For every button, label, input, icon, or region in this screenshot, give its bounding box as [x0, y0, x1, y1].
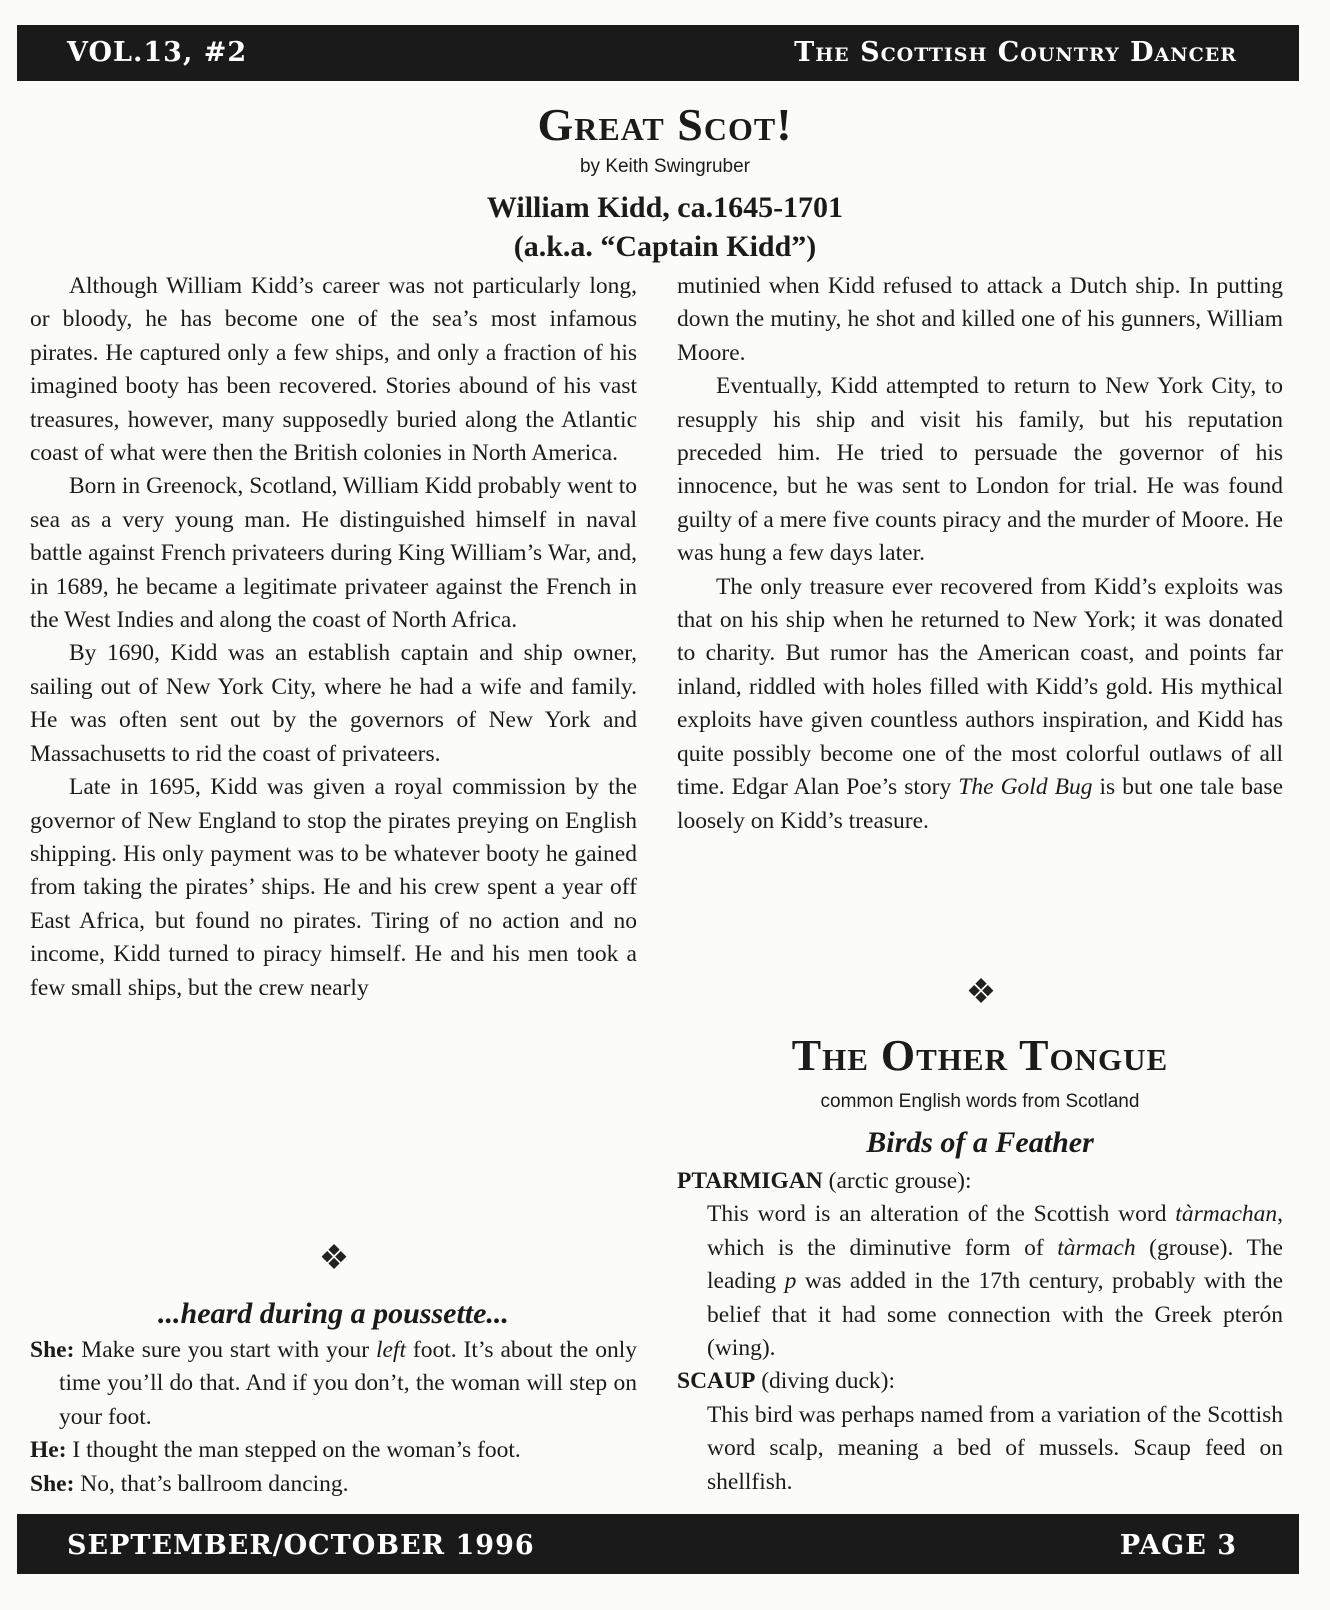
- term-word: PTARMIGAN: [677, 1168, 823, 1194]
- glossary-term: [677, 1165, 1283, 1198]
- glossary: [677, 1165, 1283, 1499]
- dialog-text: foot. It’s about the only time you’ll do that. And if you don’t, the woman will step on your foot.: [59, 1337, 637, 1430]
- dialog-line: [30, 1334, 637, 1434]
- diamond-ornament-icon: ❖: [965, 974, 997, 1011]
- article-title: Great Scot!: [537, 99, 793, 150]
- speaker-label: He:: [30, 1437, 67, 1464]
- paragraph-text: The only treasure ever recovered from Kidd’s exploits was that on his ship when he returned to New York; it was donated to charity. But rumor has the American coast, and points far inland, riddled with holes filled with Kidd’s gold. His mythical exploits have given countless authors inspiration, and Kidd has quite possibly become one of the most colorful outlaws of all time. Edgar Alan Poe’s story: [677, 573, 1283, 801]
- birds-section-title: Birds of a Feather: [866, 1126, 1094, 1159]
- article-paragraph: By 1690, Kidd was an establish captain and ship owner, sailing out of New York City, where he had a wife and family. He was often sent out by the governors of New York and Massachusetts to rid the coast of privateers.: [30, 640, 637, 767]
- speaker-label: She:: [30, 1337, 75, 1363]
- diamond-ornament-icon: ❖: [318, 1240, 350, 1277]
- article-paragraph: [677, 571, 1283, 838]
- glossary-definition: [677, 1198, 1283, 1365]
- article-byline: by Keith Swingruber: [579, 156, 751, 177]
- dialog-text: Make sure you start with your: [74, 1337, 376, 1363]
- paragraph-text: is but one tale base loosely on Kidd’s treasure.: [677, 774, 1284, 834]
- other-tongue-title: The Other Tongue: [791, 1031, 1169, 1080]
- heard-dialog: [30, 1334, 637, 1501]
- definition-text: was added in the 17th century, probably with the belief that it had some connection with the Greek pterón (wing).: [707, 1268, 1284, 1362]
- article-paragraph: mutinied when Kidd refused to attack a Dutch ship. In putting down the mutiny, he shot and killed one of his gunners, William Moore.: [677, 273, 1283, 366]
- volume-label: VOL.13, #2: [67, 37, 248, 68]
- issue-date: SEPTEMBER/OCTOBER 1996: [67, 1530, 535, 1561]
- term-gloss: (arctic grouse):: [822, 1168, 972, 1194]
- definition-italic: tàrmachan: [1175, 1201, 1278, 1228]
- article-subtitle: William Kidd, ca.1645-1701: [486, 191, 844, 224]
- dialog-line: [30, 1468, 637, 1501]
- definition-italic: p: [784, 1268, 797, 1295]
- term-gloss: (diving duck):: [755, 1368, 896, 1395]
- header-bar: [17, 25, 1299, 81]
- article-subtitle-aka: (a.k.a. “Captain Kidd”): [513, 230, 817, 263]
- article-paragraph: Eventually, Kidd attempted to return to New York City, to resupply his ship and visit his family, but his reputation preceded him. He tried to persuade the governor of his innocence, but he was sent to London for trial. He was found guilty of a mere five counts piracy and the murder of Moore. He was hung a few days later.: [677, 373, 1283, 567]
- term-word: SCAUP: [677, 1368, 756, 1395]
- article-paragraph: Born in Greenock, Scotland, William Kidd probably went to sea as a very young man. He distinguished himself in naval battle against French privateers during King William’s War, and, in 1689, he became a legitimate privateer against the French in the West Indies and along the coast of North Africa.: [30, 473, 637, 634]
- dialog-text: No, that’s ballroom dancing.: [74, 1470, 349, 1497]
- definition-text: (grouse). The leading: [707, 1234, 1283, 1295]
- dialog-emphasis: left: [375, 1337, 406, 1363]
- definition-text: This word is an alteration of the Scottish word: [707, 1201, 1176, 1228]
- dialog-line: [30, 1434, 637, 1467]
- heard-title: ...heard during a poussette...: [158, 1297, 509, 1330]
- glossary-definition: [677, 1399, 1283, 1499]
- right-column: [677, 270, 1283, 838]
- article-paragraph: Late in 1695, Kidd was given a royal commission by the governor of New England to stop the pirates preying on English shipping. His only payment was to be whatever booty he gained from taking the pirates’ ships. He and his crew spent a year off East Africa, but found no pirates. Tiring of no action and no income, Kidd turned to piracy himself. He and his men took a few small ships, but the crew nearly: [30, 774, 637, 1001]
- dialog-text: I thought the man stepped on the woman’s foot.: [66, 1437, 521, 1464]
- footer-bar: [17, 1514, 1299, 1574]
- speaker-label: She:: [30, 1470, 75, 1497]
- page-number: PAGE 3: [1119, 1530, 1237, 1561]
- article-paragraph: Although William Kidd’s career was not particularly long, or bloody, he has become one of the sea’s most infamous pirates. He captured only a few ships, and only a fraction of his imagined booty has been recovered. Stories abound of his vast treasures, however, many supposedly buried along the Atlantic coast of what were then the British colonies in North America.: [30, 273, 637, 467]
- other-tongue-subtitle: common English words from Scotland: [820, 1091, 1140, 1112]
- definition-italic: tàrmach: [1057, 1234, 1136, 1261]
- left-column: [30, 270, 637, 1005]
- masthead-title: The Scottish Country Dancer: [794, 37, 1237, 68]
- book-title: The Gold Bug: [958, 774, 1093, 801]
- definition-text: This bird was perhaps named from a variation of the Scottish word scalp, meaning a bed of mussels. Scaup feed on shellfish.: [707, 1401, 1283, 1495]
- definition-text: , which is the diminutive form of: [707, 1201, 1283, 1261]
- glossary-term: [677, 1365, 1283, 1398]
